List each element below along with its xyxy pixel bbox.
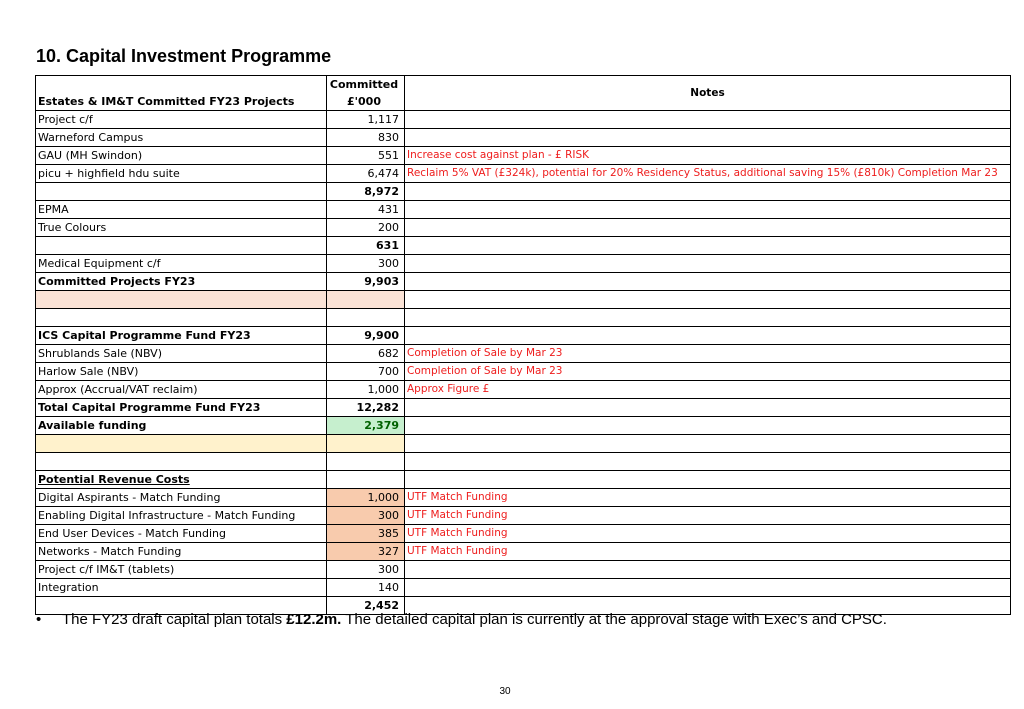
row-note: UTF Match Funding (405, 489, 1011, 507)
row-note: Completion of Sale by Mar 23 (405, 345, 1011, 363)
row-value: 551 (327, 147, 405, 165)
row-note: Completion of Sale by Mar 23 (405, 363, 1011, 381)
row-label: Integration (36, 579, 327, 597)
row-value: 631 (327, 237, 405, 255)
row-label: ICS Capital Programme Fund FY23 (36, 327, 327, 345)
row-note (405, 399, 1011, 417)
row-note (405, 273, 1011, 291)
summary-bullet (36, 611, 887, 628)
row-label: GAU (MH Swindon) (36, 147, 327, 165)
table-row (36, 219, 1011, 237)
table-row (36, 201, 1011, 219)
capital-programme-table (35, 75, 1011, 615)
empty-cell (36, 453, 327, 471)
row-label: Project c/f IM&T (tablets) (36, 561, 327, 579)
page-title: 10. Capital Investment Programme (36, 46, 332, 66)
total-row (36, 273, 1011, 291)
table-row (36, 363, 1011, 381)
header-value-line2: £'000 (347, 95, 381, 108)
row-value: 1,000 (327, 489, 405, 507)
empty-cell (36, 291, 327, 309)
row-value: 682 (327, 345, 405, 363)
row-value: 300 (327, 255, 405, 273)
row-value: 140 (327, 579, 405, 597)
row-label: Medical Equipment c/f (36, 255, 327, 273)
row-label (36, 237, 327, 255)
table-row (36, 147, 1011, 165)
row-label: picu + highfield hdu suite (36, 165, 327, 183)
row-value: 9,900 (327, 327, 405, 345)
row-value: 300 (327, 561, 405, 579)
row-note (405, 255, 1011, 273)
bullet-dot: • (36, 611, 42, 628)
row-label: Potential Revenue Costs (36, 471, 327, 489)
table-row (36, 561, 1011, 579)
row-value: 830 (327, 129, 405, 147)
available-funding-row (36, 417, 1011, 435)
subtotal-row (36, 237, 1011, 255)
row-note (405, 579, 1011, 597)
bullet-suffix: The detailed capital plan is currently at the approval stage with Exec’s and CPSC. (341, 611, 887, 628)
row-value: 300 (327, 507, 405, 525)
table-row (36, 543, 1011, 561)
row-value: 431 (327, 201, 405, 219)
row-label: Committed Projects FY23 (36, 273, 327, 291)
row-note (405, 561, 1011, 579)
empty-row (36, 435, 1011, 453)
page-number: 30 (499, 686, 511, 697)
section-header-row (36, 327, 1011, 345)
table-row (36, 165, 1011, 183)
row-label: EPMA (36, 201, 327, 219)
row-label: Warneford Campus (36, 129, 327, 147)
table-row (36, 489, 1011, 507)
total-row (36, 399, 1011, 417)
row-label: Enabling Digital Infrastructure - Match Funding (36, 507, 327, 525)
row-label: Harlow Sale (NBV) (36, 363, 327, 381)
row-label: Project c/f (36, 111, 327, 129)
row-note (405, 219, 1011, 237)
row-label: True Colours (36, 219, 327, 237)
row-note: Reclaim 5% VAT (£324k), potential for 20% Residency Status, additional saving 15% (£810k) Completion Mar 23 (405, 165, 1011, 183)
row-value: 700 (327, 363, 405, 381)
table-row (36, 345, 1011, 363)
empty-cell (327, 453, 405, 471)
row-label: Total Capital Programme Fund FY23 (36, 399, 327, 417)
row-note (405, 237, 1011, 255)
empty-row (36, 291, 1011, 309)
row-label: Networks - Match Funding (36, 543, 327, 561)
row-value: 200 (327, 219, 405, 237)
spacer-row (36, 453, 1011, 471)
section-header-row (36, 471, 1011, 489)
table-row (36, 129, 1011, 147)
row-label: Digital Aspirants - Match Funding (36, 489, 327, 507)
row-value: 12,282 (327, 399, 405, 417)
row-value: 385 (327, 525, 405, 543)
row-note (405, 471, 1011, 489)
empty-cell (405, 291, 1011, 309)
row-value: 1,117 (327, 111, 405, 129)
table-row (36, 507, 1011, 525)
row-note (405, 111, 1011, 129)
row-value: 9,903 (327, 273, 405, 291)
row-label: End User Devices - Match Funding (36, 525, 327, 543)
header-value-line1: Committed (329, 78, 399, 91)
empty-cell (36, 309, 327, 327)
table-header-row (36, 76, 1011, 111)
row-value: 2,452 (327, 597, 405, 615)
row-value (327, 471, 405, 489)
table-row (36, 255, 1011, 273)
row-label: Shrublands Sale (NBV) (36, 345, 327, 363)
header-notes: Notes (405, 76, 1011, 111)
row-value: 1,000 (327, 381, 405, 399)
table-row (36, 381, 1011, 399)
row-label (36, 183, 327, 201)
row-note (405, 183, 1011, 201)
row-note: UTF Match Funding (405, 507, 1011, 525)
bullet-prefix: The FY23 draft capital plan totals (62, 611, 287, 628)
row-value: 2,379 (327, 417, 405, 435)
row-note (405, 129, 1011, 147)
empty-cell (405, 453, 1011, 471)
subtotal-row (36, 183, 1011, 201)
empty-cell (405, 435, 1011, 453)
table-row (36, 579, 1011, 597)
row-note (405, 417, 1011, 435)
bullet-highlight: £12.2m. (286, 611, 342, 628)
header-value (327, 76, 405, 111)
row-value: 6,474 (327, 165, 405, 183)
spacer-row (36, 309, 1011, 327)
row-note: Increase cost against plan - £ RISK (405, 147, 1011, 165)
empty-cell (36, 435, 327, 453)
row-note (405, 327, 1011, 345)
empty-cell (405, 309, 1011, 327)
empty-cell (327, 309, 405, 327)
table-row (36, 111, 1011, 129)
row-note: UTF Match Funding (405, 525, 1011, 543)
row-value: 327 (327, 543, 405, 561)
table-row (36, 525, 1011, 543)
header-label: Estates & IM&T Committed FY23 Projects (36, 76, 327, 111)
row-label: Approx (Accrual/VAT reclaim) (36, 381, 327, 399)
row-value: 8,972 (327, 183, 405, 201)
row-note (405, 201, 1011, 219)
row-label: Available funding (36, 417, 327, 435)
row-note: UTF Match Funding (405, 543, 1011, 561)
row-note: Approx Figure £ (405, 381, 1011, 399)
empty-cell (327, 291, 405, 309)
empty-cell (327, 435, 405, 453)
